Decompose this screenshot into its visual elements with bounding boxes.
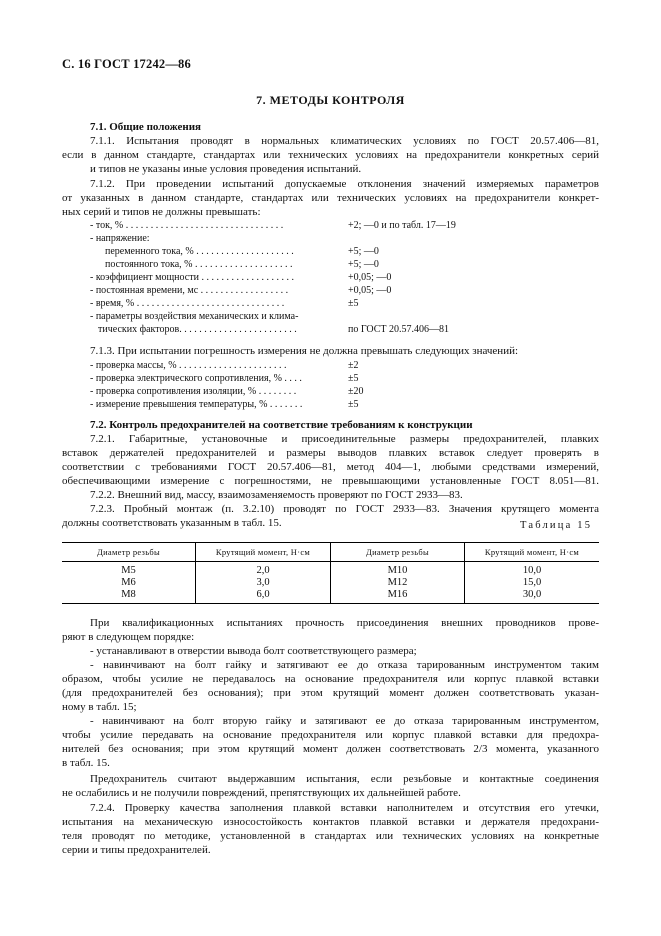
table-header-cell: Крутящий момент, Н·см xyxy=(484,547,580,557)
text-line: вставок держателей предохранителей и размеры выводов плавких вставок следует проверять в xyxy=(62,447,599,459)
table-cell: 3,0 xyxy=(256,577,270,588)
error-label: - измерение превышения температуры, % . . . . . . . xyxy=(90,399,303,410)
deviation-value: +2; —0 и по табл. 17—19 xyxy=(348,220,456,231)
table-header-cell: Диаметр резьбы xyxy=(96,547,161,557)
table-cell: 15,0 xyxy=(522,577,542,588)
text-line: нителей без основания; при этом крутящий момент должен соответствовать 2/3 момента, указанного xyxy=(62,743,599,755)
error-label: - проверка сопротивления изоляции, % . . . . . . . . xyxy=(90,386,297,397)
deviation-value: ±5 xyxy=(348,298,359,309)
text-line: ряют в следующем порядке: xyxy=(62,631,195,643)
text-line: 7.2.3. Пробный монтаж (п. 3.2.10) проводят по ГОСТ 2933—83. Значения крутящего момента xyxy=(90,503,599,515)
text-line: ных серий и типов не должны превышать: xyxy=(62,206,261,218)
table-header-cell: Диаметр резьбы xyxy=(365,547,430,557)
error-value: ±5 xyxy=(348,399,359,410)
deviation-label: постоянного тока, % . . . . . . . . . . . . . . . . . . . . xyxy=(105,259,293,270)
procedure-item: - устанавливают в отверстии вывода болт соответствующего размера; xyxy=(90,645,417,657)
deviation-value: по ГОСТ 20.57.406—81 xyxy=(348,324,450,335)
error-label: - проверка массы, % . . . . . . . . . . . . . . . . . . . . . . xyxy=(90,360,287,371)
text-line: При квалификационных испытаниях прочность присоединения внешних проводников прове- xyxy=(90,617,599,629)
text-line: от указанных в данном стандарте, стандартах или технических условиях на предохранители конкрет- xyxy=(62,192,599,204)
text-line: (для предохранителей без основания); при этом крутящий момент должен соответствовать указан- xyxy=(62,687,599,699)
text-line: 7.2.1. Габаритные, установочные и присоединительные размеры предохранителей, плавких xyxy=(90,433,599,445)
table-caption: Таблица 15 xyxy=(520,520,593,531)
error-value: ±5 xyxy=(348,373,359,384)
text-line: образом, чтобы усилие не передавалось на основание предохранителя или корпус плавкой вставки xyxy=(62,673,599,685)
text-line: серии и типы предохранителей. xyxy=(62,844,211,856)
deviation-label: - постоянная времени, мс . . . . . . . . . . . . . . . . . . xyxy=(90,285,289,296)
error-value: ±20 xyxy=(348,386,364,397)
deviation-label: - ток, % . . . . . . . . . . . . . . . . . . . . . . . . . . . . . . . . xyxy=(90,220,284,231)
text-line: чтобы усилие передавать на основание предохранителя или корпус плавкой вставки для предохра- xyxy=(62,729,599,741)
text-line: испытания на механическую износостойкость контактов плавкой вставки и держателя предохрани- xyxy=(62,816,599,828)
paragraph-7-2-2: 7.2.2. Внешний вид, массу, взаимозаменяемость проверяют по ГОСТ 2933—83. xyxy=(90,489,463,501)
text-line: - навинчивают на болт гайку и затягивают ее до отказа тарированным инструментом таким xyxy=(90,659,599,671)
deviation-label: - время, % . . . . . . . . . . . . . . . . . . . . . . . . . . . . . . xyxy=(90,298,285,309)
text-line: 7.1.1. Испытания проводят в нормальных климатических условиях по ГОСТ 20.57.406—81, xyxy=(90,135,599,147)
deviation-label: - коэффициент мощности . . . . . . . . . . . . . . . . . . . xyxy=(90,272,294,283)
deviation-value: +5; —0 xyxy=(348,246,379,257)
text-line: не ослабились и не получили повреждений, препятствующих их дальнейшей работе. xyxy=(62,787,461,799)
table-cell: 10,0 xyxy=(522,565,542,576)
text-line: 7.1.2. При проведении испытаний допускаемые отклонения значений измеряемых параметров xyxy=(90,178,599,190)
text-line: обеспечивающими измерение с погрешностями, не превышающими установленные ГОСТ 8.051—81. xyxy=(62,475,599,487)
text-line: в табл. 15. xyxy=(62,757,110,769)
text-line: ному в табл. 15; xyxy=(62,701,137,713)
table-cell: M12 xyxy=(387,577,408,588)
text-line: соответствии с требованиями ГОСТ 20.57.406—81, метод 404—1, любыми средствами измерений, xyxy=(62,461,599,473)
table-cell: M6 xyxy=(121,577,136,588)
text-line: 7.2.4. Проверку качества заполнения плавкой вставки наполнителем и отсутствия его утечки, xyxy=(90,802,599,814)
table-cell: 6,0 xyxy=(256,589,270,600)
paragraph-7-1-3: 7.1.3. При испытании погрешность измерения не должна превышать следующих значений: xyxy=(90,345,519,357)
text-line: Предохранитель считают выдержавшим испытания, если резьбовые и контактные соединения xyxy=(90,773,599,785)
table-header-cell: Крутящий момент, Н·см xyxy=(215,547,311,557)
deviation-value: +0,05; —0 xyxy=(348,285,392,296)
table-cell: M8 xyxy=(121,589,136,600)
text-line: должны соответствовать указанным в табл. 15. xyxy=(62,517,282,529)
subsection-heading-7-2: 7.2. Контроль предохранителей на соответствие требованиям к конструкции xyxy=(90,419,473,431)
subsection-heading-7-1: 7.1. Общие положения xyxy=(90,121,201,133)
deviation-label: тических факторов. . . . . . . . . . . . . . . . . . . . . . . . xyxy=(98,324,297,335)
table-cell: 30,0 xyxy=(522,589,542,600)
text-line: - навинчивают на болт вторую гайку и затягивают ее до отказа тарированным инструментом, xyxy=(90,715,599,727)
deviation-label: - параметры воздействия механических и клима- xyxy=(90,311,299,322)
table-cell: M16 xyxy=(387,589,408,600)
deviation-label: - напряжение: xyxy=(90,233,150,244)
deviation-value: +5; —0 xyxy=(348,259,379,270)
table-cell: M5 xyxy=(121,565,136,576)
table-bottom-rule xyxy=(62,603,599,604)
text-line: и типов не указаны иные условия проведения испытаний. xyxy=(90,163,362,175)
section-title: 7. МЕТОДЫ КОНТРОЛЯ xyxy=(256,93,405,107)
error-value: ±2 xyxy=(348,360,359,371)
error-label: - проверка электрического сопротивления, % . . . . xyxy=(90,373,302,384)
text-line: если в данном стандарте, стандартах или технических условиях на предохранители конкретных серий xyxy=(62,149,599,161)
table-cell: 2,0 xyxy=(256,565,270,576)
table-cell: M10 xyxy=(387,565,408,576)
deviation-value: +0,05; —0 xyxy=(348,272,392,283)
text-line: теля проводят по методике, установленной в стандартах или технических условиях на конкретные xyxy=(62,830,599,842)
deviation-label: переменного тока, % . . . . . . . . . . . . . . . . . . . . xyxy=(105,246,294,257)
page-header: С. 16 ГОСТ 17242—86 xyxy=(62,57,191,71)
